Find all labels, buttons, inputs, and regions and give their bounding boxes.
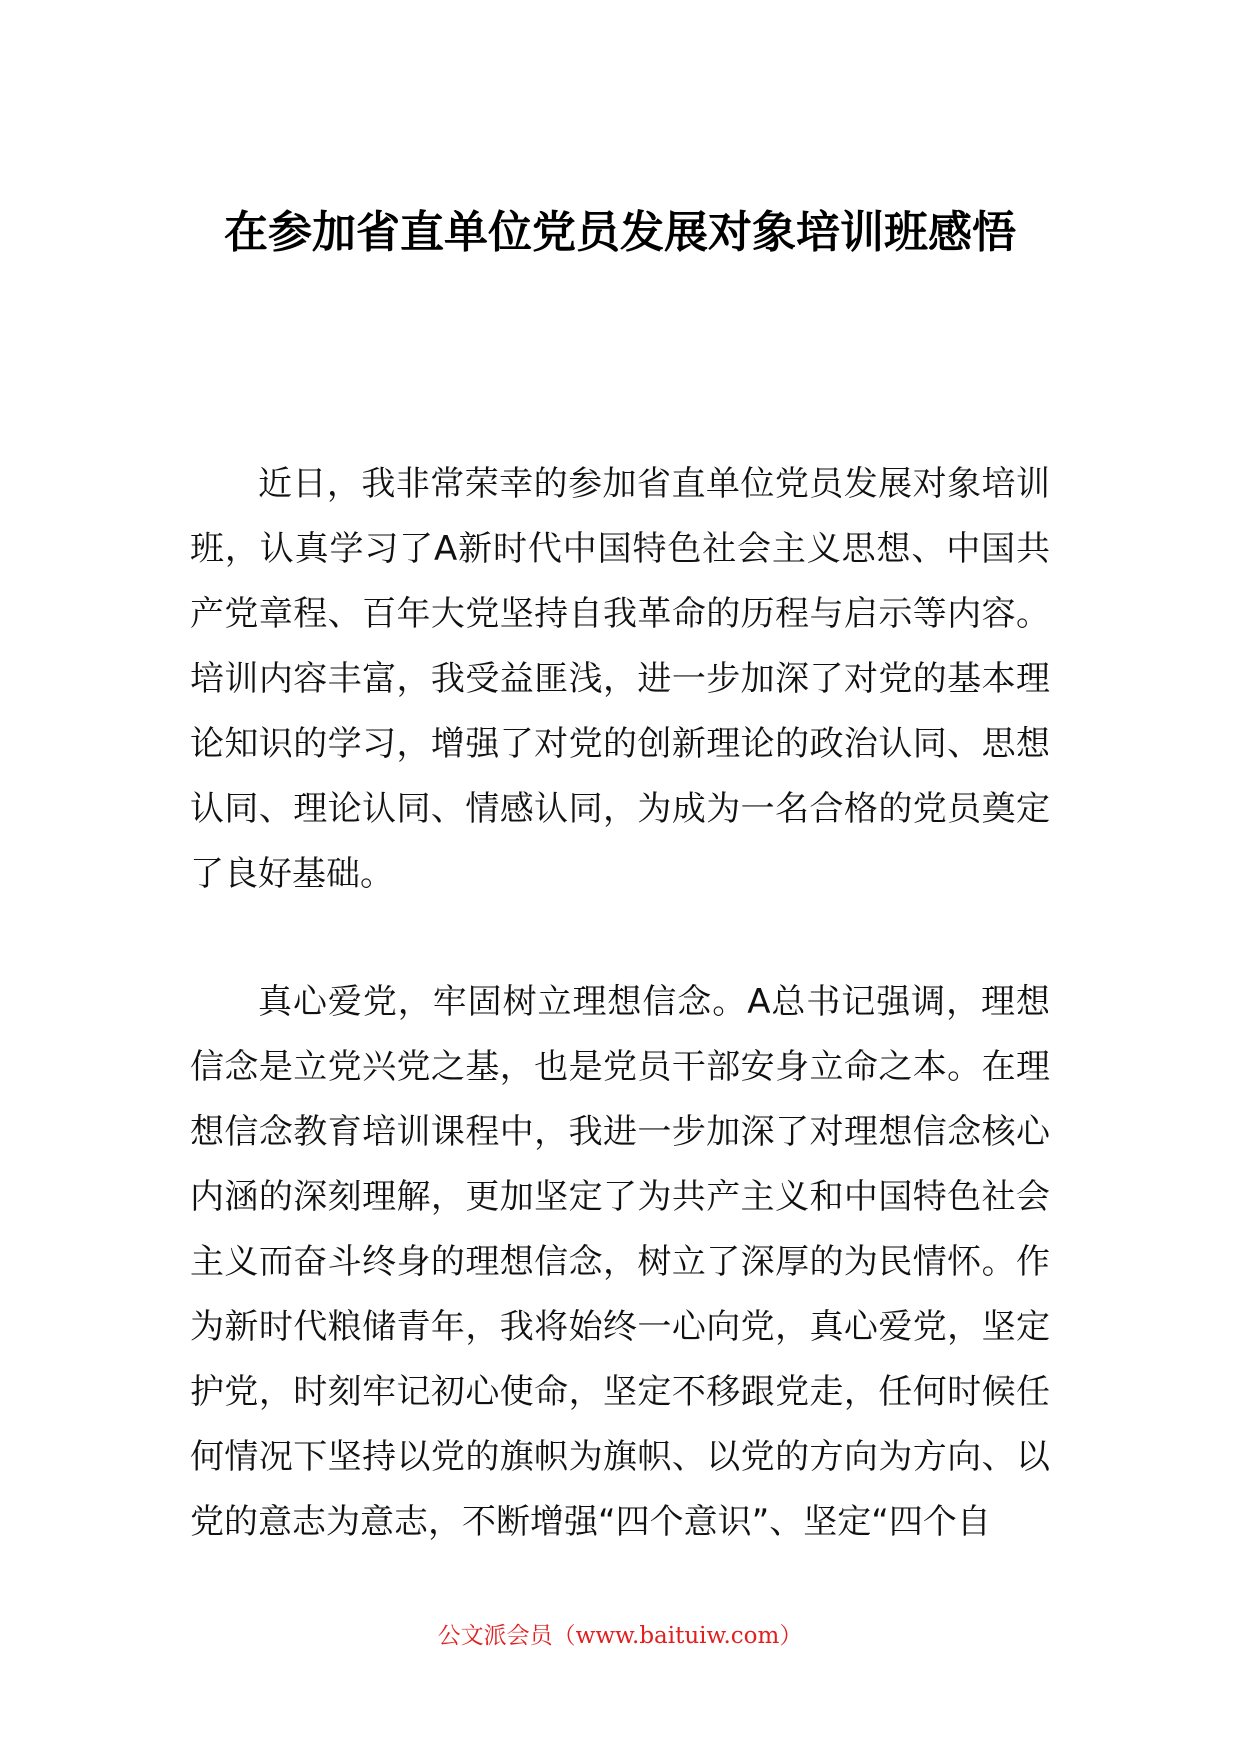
footer-watermark: 公文派会员（www.baituiw.com）: [437, 1623, 803, 1649]
document-title: 在参加省直单位党员发展对象培训班感悟: [224, 207, 1016, 258]
body-paragraph-2: 真心爱党，牢固树立理想信念。A总书记强调，理想信念是立党兴党之基，也是党员干部安身立命之本。在理想信念教育培训课程中，我进一步加深了对理想信念核心内涵的深刻理解，更加坚定了为共产主义和中国特色社会主义而奋斗终身的理想信念，树立了深厚的为民情怀。作为新时代粮储青年，我将始终一心向党，真心爱党，坚定护党，时刻牢记初心使命，坚定不移跟党走，任何时候任何情况下坚持以党的旗帜为旗帜、以党的方向为方向、以党的意志为意志，不断增强“四个意识”、坚定“四个自: [190, 982, 1050, 1542]
body-paragraph-1: 近日，我非常荣幸的参加省直单位党员发展对象培训班，认真学习了A新时代中国特色社会主义思想、中国共产党章程、百年大党坚持自我革命的历程与启示等内容。培训内容丰富，我受益匪浅，进一步加深了对党的基本理论知识的学习，增强了对党的创新理论的政治认同、思想认同、理论认同、情感认同，为成为一名合格的党员奠定了良好基础。: [190, 464, 1050, 894]
